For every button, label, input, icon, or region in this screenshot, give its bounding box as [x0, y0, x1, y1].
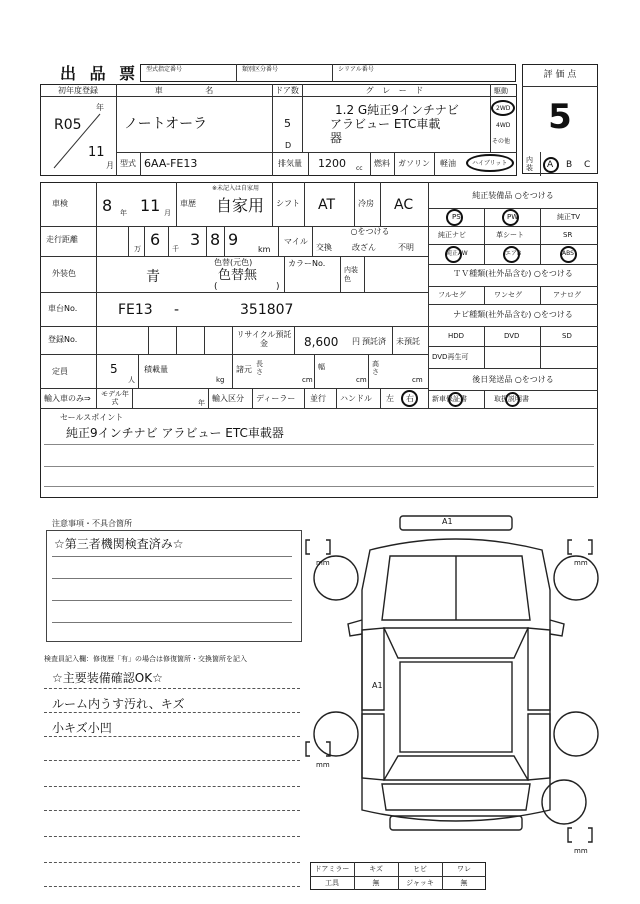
interior-a-circle	[543, 157, 559, 173]
color-change: 色替無	[218, 268, 258, 283]
grade-line3: 器	[330, 131, 343, 145]
inspector-line1: ☆主要装備確認OK☆	[52, 671, 163, 685]
abs-circle	[560, 246, 577, 263]
grade-line1: 1.2 G純正9インチナビ	[335, 103, 459, 117]
recycle-amount: 8,600	[304, 335, 339, 349]
model-cert-label: 型式指定番号	[146, 66, 183, 73]
first-reg-year: R05	[54, 117, 82, 133]
doors-label: ドア数	[275, 86, 299, 95]
first-reg-month: 11	[88, 145, 105, 160]
damage-front: A1	[442, 517, 453, 526]
grade-line2: アラビュー ETC車載	[330, 117, 441, 131]
shaken-month: 11	[140, 196, 161, 215]
mileage-d3: 9	[228, 230, 239, 249]
damage-roof: A1	[372, 681, 383, 690]
model-code: 6AA-FE13	[144, 157, 198, 170]
chassis-no: 351807	[240, 302, 294, 318]
car-name: ノートオーラ	[124, 116, 208, 132]
interior-a: A	[547, 160, 554, 170]
chassis-prefix: FE13	[118, 302, 153, 318]
score-value: 5	[548, 97, 572, 137]
first-reg-label: 初年度登録	[58, 86, 98, 95]
warranty-circle	[448, 392, 463, 407]
form-title: 出 品 票	[60, 64, 140, 83]
handle-right-circle	[401, 390, 418, 407]
inspector-line2: ルーム内うす汚れ、キズ	[52, 697, 185, 711]
drive-2wd-circle	[491, 100, 515, 116]
shift: AT	[318, 197, 336, 213]
mileage-d1: 3	[190, 230, 201, 249]
grade-label: グ レ ー ド	[365, 86, 427, 95]
drive-label: 駆動	[494, 87, 508, 95]
displacement: 1200	[318, 157, 346, 170]
header-id-box	[140, 64, 516, 82]
serial-label: シリアル番号	[338, 66, 374, 73]
equipment-title: 純正装備品 ○をつける	[472, 191, 554, 200]
fuel-hybrid-circle	[466, 154, 514, 172]
airbag-circle	[503, 246, 520, 263]
ps-circle	[446, 209, 463, 226]
inspector-line3: 小キズ小凹	[52, 721, 112, 735]
pw-circle	[502, 209, 519, 226]
fuel-hybrid: ハイブリット	[472, 160, 508, 167]
inspector-label: 検査員記入欄：修復歴「有」の場合は修復箇所・交換箇所を記入	[44, 655, 247, 663]
car-history: 自家用	[216, 196, 265, 215]
exterior-color: 青	[146, 269, 160, 285]
mileage-man: 6	[150, 230, 161, 249]
car-damage-diagram	[300, 510, 600, 860]
sales-point: 純正9インチナビ アラビュー ETC車載器	[66, 426, 284, 440]
aw-circle	[445, 246, 462, 263]
car-name-label: 車 名	[154, 86, 234, 95]
capacity: 5	[110, 362, 118, 376]
manual-circle	[505, 392, 520, 407]
air-conditioning: AC	[394, 197, 414, 213]
handle-right: 右	[406, 394, 414, 403]
mileage-d2: 8	[210, 230, 221, 249]
drive-2wd: 2WD	[496, 105, 511, 112]
year-month-slash	[40, 96, 116, 176]
class-label: 類別区分番号	[242, 66, 279, 73]
doors-value: 5	[284, 117, 291, 130]
score-label: 評 価 点	[543, 70, 577, 80]
caution-text: ☆第三者機関検査済み☆	[54, 537, 184, 551]
shaken-year: 8	[102, 196, 113, 215]
